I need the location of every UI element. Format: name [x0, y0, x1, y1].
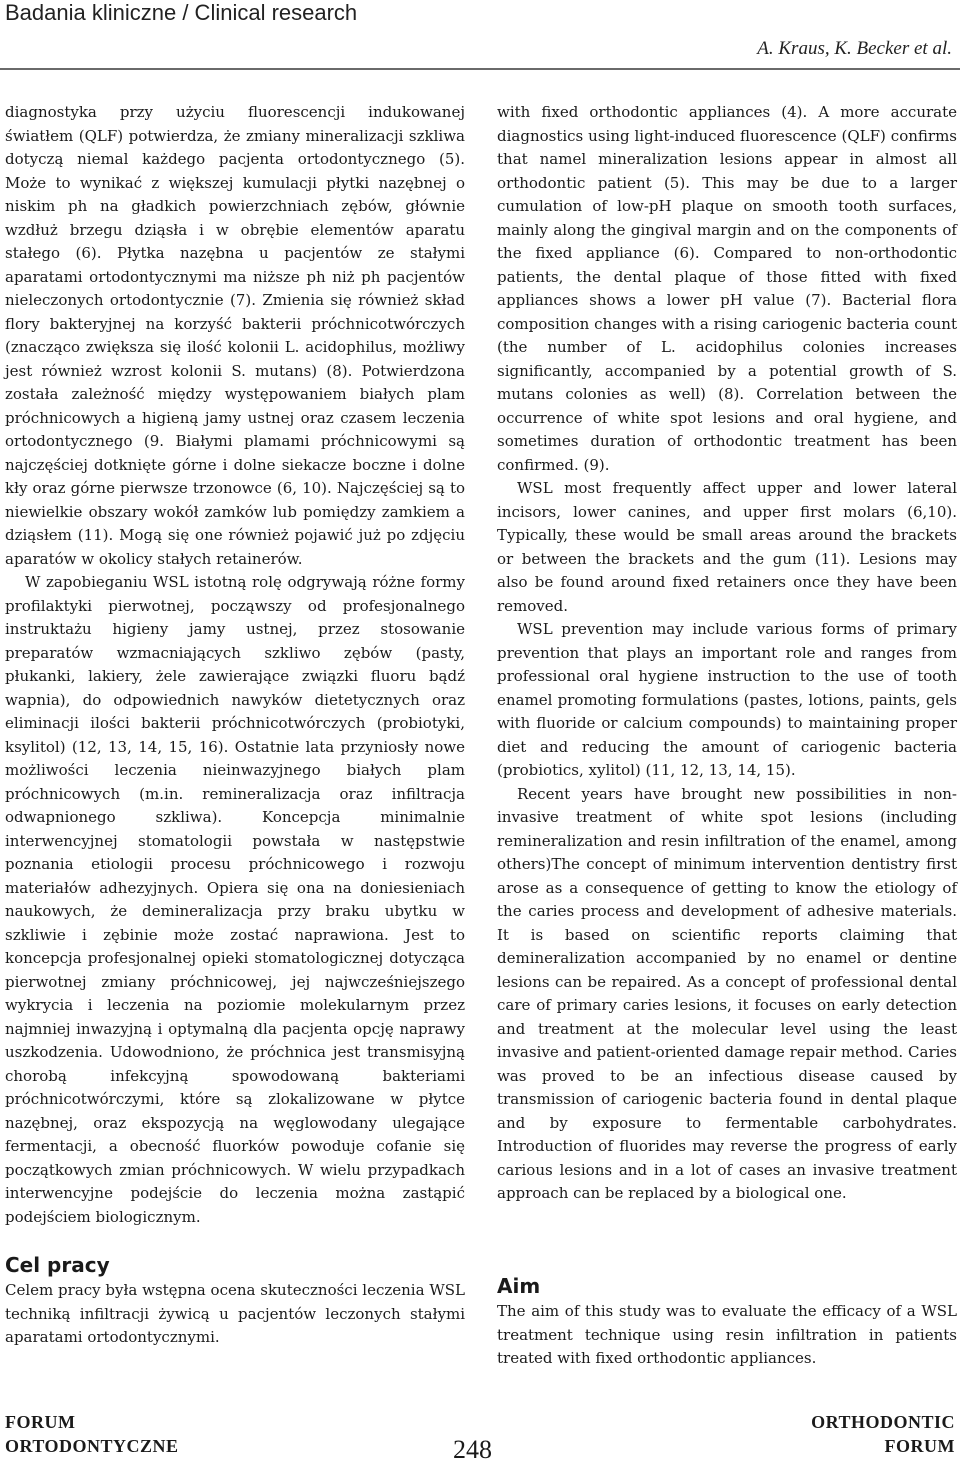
right-paragraph: with fixed orthodontic appliances (4). A more accurate diagnostics using light-induced fluorescence (QLF) confirms that namel mineralization lesions appear in almost all orthodontic patient (5). This may be due to a larger cumulation of low-pH plaque on smooth tooth surfaces, mainly along the gingival margin and on the components of the fixed appliance (6). Compared to non-orthodontic patients, the dental plaque of those fitted with fixed appliances shows a lower pH value (7). Bacterial flora composition changes with a rising cariogenic bacteria count (the number of L. acidophilus colonies increases significantly, accompanied by a potential growth of S. mutans colonies as well) (8). Correlation between the occurrence of white spot lesions and oral hygiene, and sometimes duration of orthodontic treatment has been confirmed. (9). [497, 103, 957, 474]
section-heading-aim: Aim [497, 1274, 541, 1298]
header-divider [0, 68, 960, 70]
footer-journal-pl-line1: FORUM [5, 1412, 76, 1432]
footer-journal-en [811, 1410, 955, 1458]
running-header-authors: A. Kraus, K. Becker et al. [757, 38, 952, 59]
right-paragraph: WSL prevention may include various forms of primary prevention that plays an important role and ranges from professional oral hygiene instruction to the use of tooth enamel promoting formulations (pastes, lotions, paints, gels with fluoride or calcium compounds) to maintaining proper diet and reducing the amount of cariogenic bacteria (probiotics, xylitol) (11, 12, 13, 14, 15). [497, 620, 957, 779]
right-paragraph: WSL most frequently affect upper and lower lateral incisors, lower canines, and upper first molars (6,10). Typically, these would be small areas around the brackets or between the brackets and the gum (11). Lesions may also be found around fixed retainers once they have been removed. [497, 479, 957, 615]
footer-journal-en-line2: FORUM [884, 1436, 955, 1456]
footer-journal-en-line1: ORTHODONTIC [811, 1412, 955, 1432]
left-paragraph: diagnostyka przy użyciu fluorescencji indukowanej światłem (QLF) potwierdza, że zmiany mineralizacji szkliwa dotyczą niemal każdego pacjenta ortodontycznego (5). Może to wynikać z większej kumulacji płytki nazębnej o niskim ph na gładkich powierzchniach zębów, głównie wzdłuż brzegu dziąsła i w obrębie elementów aparatu stałego (6). Płytka nazębna u pacjentów ze stałymi aparatami ortodontycznymi ma niższe ph niż ph pacjentów nieleczonych ortodontycznie (7). Zmienia się również skład flory bakteryjnej na korzyść bakterii próchnicotwórczych (znacząco zwiększa się ilość kolonii L. acidophilus, możliwy jest również wzrost kolonii S. mutans) (8). Potwierdzona została zależność między występowaniem białych plam próchnicowych a higieną jamy ustnej oraz czasem leczenia ortodontycznego (9. Białymi plamami próchnicowymi są najczęściej dotknięte górne i dolne siekacze boczne i dolne kły oraz górne pierwsze trzonowce (6, 10). Najczęściej są to niewielkie obszary wokół zamków lub pomiędzy zamkiem a dziąsłem (11). Mogą się one również pojawić już po zdjęciu aparatów w okolicy stałych retainerów. [5, 103, 465, 568]
page-number: 248 [453, 1435, 492, 1464]
section-body-cel-pracy: Celem pracy była wstępna ocena skuteczności leczenia WSL techniką infiltracji żywicą u pacjentów leczonych stałymi aparatami ortodontycznymi. [5, 1281, 465, 1346]
right-column [497, 101, 957, 1206]
running-header-title: Badania kliniczne / Clinical research [5, 0, 358, 25]
section-heading-cel-pracy: Cel pracy [5, 1253, 110, 1277]
left-column [5, 101, 465, 1229]
footer-journal-pl [5, 1410, 179, 1458]
right-paragraph: Recent years have brought new possibilities in non-invasive treatment of white spot lesions (including remineralization and resin infiltration of the enamel, among others)The concept of minimum intervention dentistry first arose as a consequence of getting to know the etiology of the caries process and development of adhesive materials. It is based on scientific reports claiming that demineralization accompanied by no enamel or dentine lesions can be repaired. As a concept of professional dental care of primary caries lesions, it focuses on early detection and treatment at the molecular level using the least invasive and patient-oriented damage repair method. Caries was proved to be an infectious disease caused by transmission of cariogenic bacteria found in dental plaque and by exposure to fermentable carbohydrates. Introduction of fluorides may reverse the progress of early carious lesions and in a lot of cases an invasive treatment approach can be replaced by a biological one. [497, 784, 957, 1202]
section-body-aim: The aim of this study was to evaluate the efficacy of a WSL treatment technique using resin infiltration in patients treated with fixed orthodontic appliances. [497, 1302, 957, 1367]
left-paragraph: W zapobieganiu WSL istotną rolę odgrywają różne formy profilaktyki pierwotnej, począwszy od profesjonalnego instruktażu higieny jamy ustnej, przez stosowanie preparatów wzmacniających szkliwo zębów (pasty, płukanki, lakiery, żele zawierające związki fluoru bądź wapnia), do odpowiednich nawyków dietetycznych oraz eliminacji ilości bakterii próchnicotwórczych (probiotyki, ksylitol) (12, 13, 14, 15, 16). Ostatnie lata przyniosły nowe możliwości leczenia nieinwazyjnego białych plam próchnicowych (m.in. remineralizacja oraz infiltracja odwapnionego szkliwa). Koncepcja minimalnie interwencyjnej stomatologii powstała w następstwie poznania etiologii procesu próchnicowego i rozwoju materiałów adhezyjnych. Opiera się ona na doniesieniach naukowych, że demineralizacja przy braku ubytku w szkliwie i zębinie może zostać naprawiona. Jest to koncepcja profesjonalnej opieki stomatologicznej dotycząca pierwotnej zmiany próchnicowej, jej najwcześniejszego wykrycia i leczenia na poziomie molekularnym przez najmniej inwazyjną i optymalną dla pacjenta opcję naprawy uszkodzenia. Udowodniono, że próchnica jest transmisyjną chorobą infekcyjną spowodowaną bakteriami próchnicotwórczymi, które są zlokalizowane w płytce nazębnej, oraz ekspozycją na węglowodany ulegające fermentacji, a obecność fluorków powoduje cofanie się początkowych zmian próchnicowych. W wielu przypadkach interwencyjne podejście do leczenia można zastąpić podejściem biologicznym. [5, 573, 465, 1226]
footer-journal-pl-line2: ORTODONTYCZNE [5, 1436, 179, 1456]
